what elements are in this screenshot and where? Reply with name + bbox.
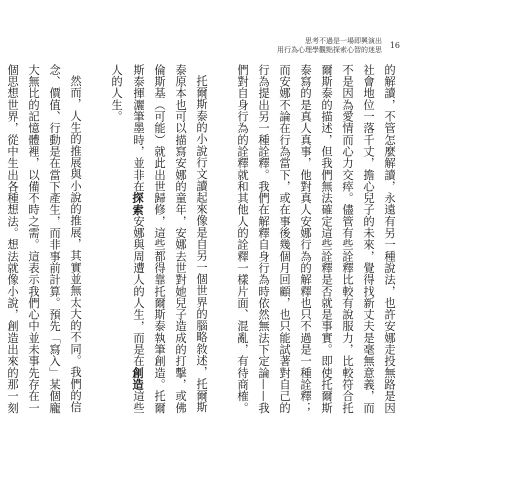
paragraph-2-part-a: 托爾斯泰的小說行文讀起來像是自另一個世界的腦略敘述，托爾斯泰原本也可以描寫安娜的童年，安娜去世對她兒子造成的打擊，或佛倫斯基（可能）就此出世歸修，這些都得靠托爾斯泰執筆創造。托爾斯泰揮灑筆墨時，並非在 bbox=[132, 64, 208, 414]
paragraph-2 bbox=[106, 64, 212, 424]
page-number: 16 bbox=[389, 41, 400, 50]
paragraph-3: 然而，人生的推展與小說的推展，其實並無太大的不同。我們的信念、價值、行動是在當下產生，而非事前計算。預先「寫入」某個龐大無比的記憶體裡，以備不時之需。這表示我們心中並未事先存在一個思想世界，從中生出各種想法。想法就像小說，創造出來的那一刻 bbox=[6, 64, 82, 414]
running-head-subtitle: 用行為心理學觀點探索心智的迷思 bbox=[277, 46, 382, 54]
emphasis-create: 創造 bbox=[131, 366, 145, 391]
paragraph-2-part-b: 安娜與周遭人的人生，而是在 bbox=[132, 215, 145, 367]
running-head bbox=[277, 37, 382, 55]
vertical-body-text bbox=[6, 64, 400, 424]
paragraph-1: 的解讀，不管怎麼解讀，永遠有另一種說法，也許安娜走投無路是因社會地位一落千丈，擔心兒子的未來，覺得找新丈夫是毫無意義，而不是因為愛情而心力交瘁。儘管有些詮釋比較有說服力，比較符合托爾斯泰的描述，但我們無法確定這些詮釋是否就是事實。即使托爾斯泰寫的是真人真事，他對真人安娜行為的解釋也只不過是一種詮釋；而安娜不論在行為當下，或在事後幾個月回顧，也只能試著對自己的行為提出另一種詮釋。我們在解釋自身行為時依然無法下定論——我們對自身行為的詮釋就和其他人的詮釋一樣片面、混亂，有待商榷。 bbox=[236, 64, 396, 414]
emphasis-explore: 探索 bbox=[131, 192, 145, 216]
paragraph-2-part-c: 這些人的人生。 bbox=[110, 64, 145, 414]
running-head-book-title: 思考不過是一場即興演出 bbox=[305, 37, 382, 45]
